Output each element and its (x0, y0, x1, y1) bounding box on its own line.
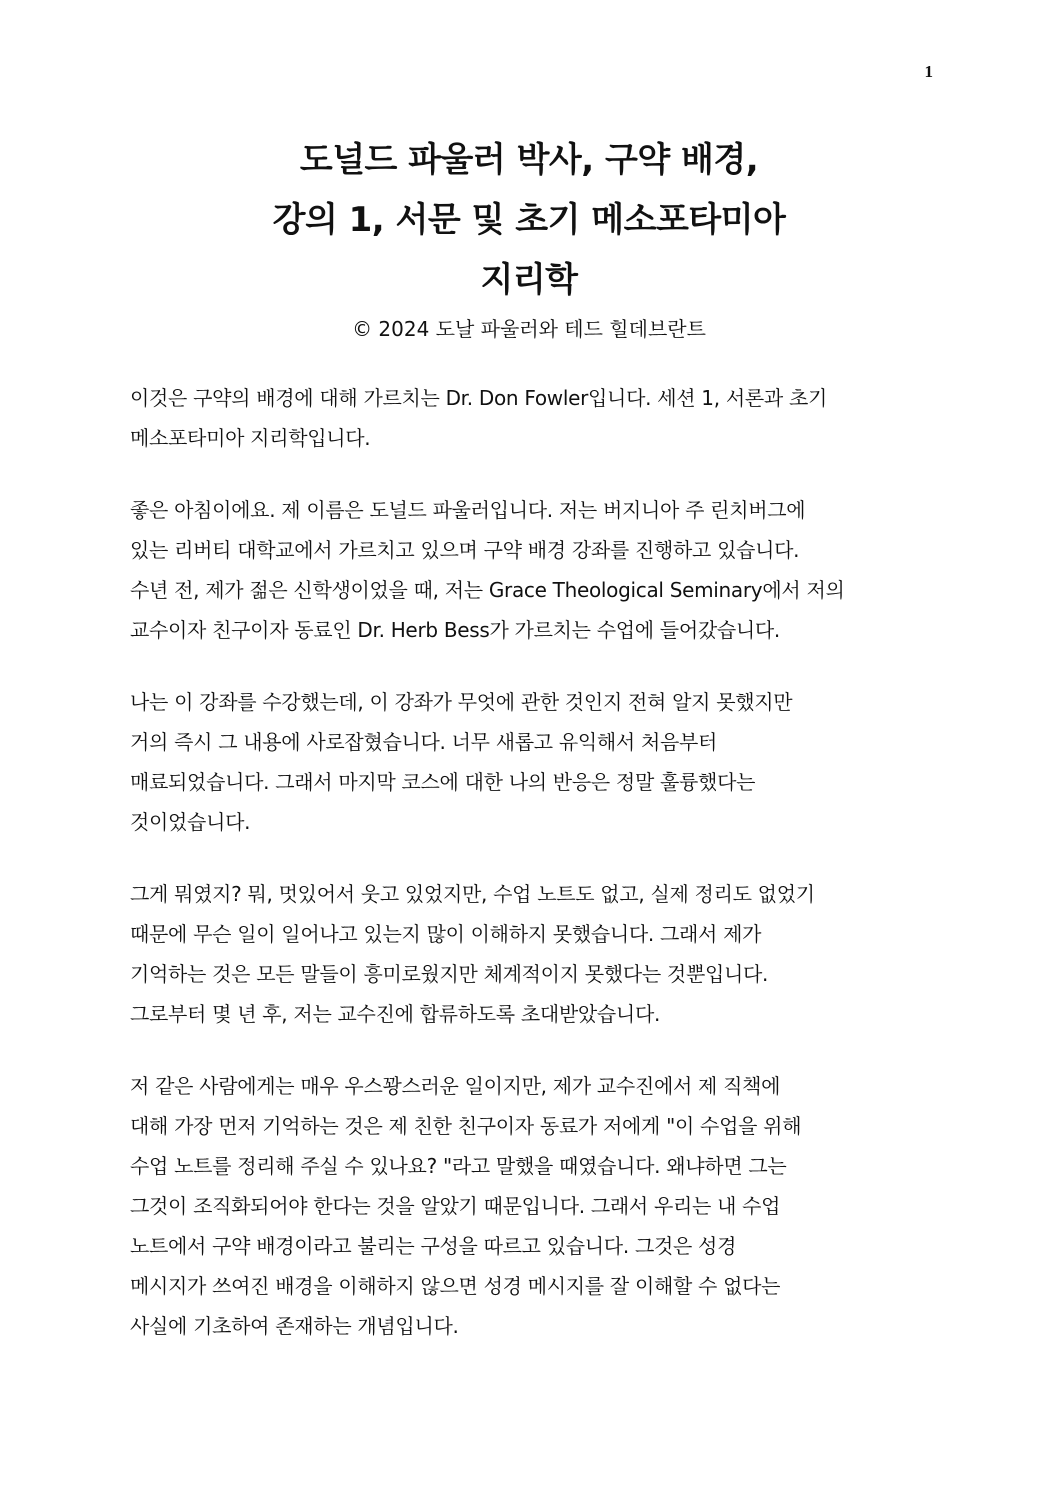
text-line: 저 같은 사람에게는 매우 우스꽝스러운 일이지만, 제가 교수진에서 제 직책에 (130, 1074, 781, 1098)
text-line: 교수이자 친구이자 동료인 Dr. Herb Bess가 가르치는 수업에 들어갔습니다. (130, 618, 780, 642)
text-line: 대해 가장 먼저 기억하는 것은 제 친한 친구이자 동료가 저에게 "이 수업을 위해 (130, 1114, 802, 1138)
text-line: 수년 전, 제가 젊은 신학생이었을 때, 저는 Grace Theological Seminary에서 저의 (130, 578, 845, 602)
text-line: 때문에 무슨 일이 일어나고 있는지 많이 이해하지 못했습니다. 그래서 제가 (130, 922, 762, 946)
document-body (130, 378, 940, 1378)
text-line: 기억하는 것은 모든 말들이 흥미로웠지만 체계적이지 못했다는 것뿐입니다. (130, 962, 769, 986)
paragraph-3 (130, 682, 940, 842)
text-line: 나는 이 강좌를 수강했는데, 이 강좌가 무엇에 관한 것인지 전혀 알지 못했지만 (130, 690, 793, 714)
text-line: 좋은 아침이에요. 제 이름은 도널드 파울러입니다. 저는 버지니아 주 린치버그에 (130, 498, 806, 522)
text-line: 그것이 조직화되어야 한다는 것을 알았기 때문입니다. 그래서 우리는 내 수업 (130, 1194, 781, 1218)
paragraph-5 (130, 1066, 940, 1346)
paragraph-4 (130, 874, 940, 1034)
text-line: 거의 즉시 그 내용에 사로잡혔습니다. 너무 새롭고 유익해서 처음부터 (130, 730, 718, 754)
text-line: 메소포타미아 지리학입니다. (130, 426, 371, 450)
text-line: 메시지가 쓰여진 배경을 이해하지 않으면 성경 메시지를 잘 이해할 수 없다는 (130, 1274, 781, 1298)
document-title-block (0, 130, 1058, 344)
text-line: 노트에서 구약 배경이라고 불리는 구성을 따르고 있습니다. 그것은 성경 (130, 1234, 737, 1258)
text-line: 있는 리버티 대학교에서 가르치고 있으며 구약 배경 강좌를 진행하고 있습니다. (130, 538, 800, 562)
title-line-1: 도널드 파울러 박사, 구약 배경, (299, 140, 759, 180)
paragraph-2 (130, 490, 940, 650)
text-line: 수업 노트를 정리해 주실 수 있나요? "라고 말했을 때였습니다. 왜냐하면 그는 (130, 1154, 787, 1178)
text-line: 그게 뭐였지? 뭐, 멋있어서 웃고 있었지만, 수업 노트도 없고, 실제 정리도 없었기 (130, 882, 815, 906)
text-line: 이것은 구약의 배경에 대해 가르치는 Dr. Don Fowler입니다. 세션 1, 서론과 초기 (130, 386, 827, 410)
title-line-3: 지리학 (480, 260, 578, 300)
title-line-2: 강의 1, 서문 및 초기 메소포타미아 (272, 200, 786, 240)
text-line: 것이었습니다. (130, 810, 251, 834)
text-line: 매료되었습니다. 그래서 마지막 코스에 대한 나의 반응은 정말 훌륭했다는 (130, 770, 756, 794)
paragraph-1 (130, 378, 940, 458)
text-line: 그로부터 몇 년 후, 저는 교수진에 합류하도록 초대받았습니다. (130, 1002, 661, 1026)
page-number: 1 (924, 62, 933, 81)
copyright-notice: © 2024 도날 파울러와 테드 힐데브란트 (352, 317, 706, 341)
text-line: 사실에 기초하여 존재하는 개념입니다. (130, 1314, 459, 1338)
